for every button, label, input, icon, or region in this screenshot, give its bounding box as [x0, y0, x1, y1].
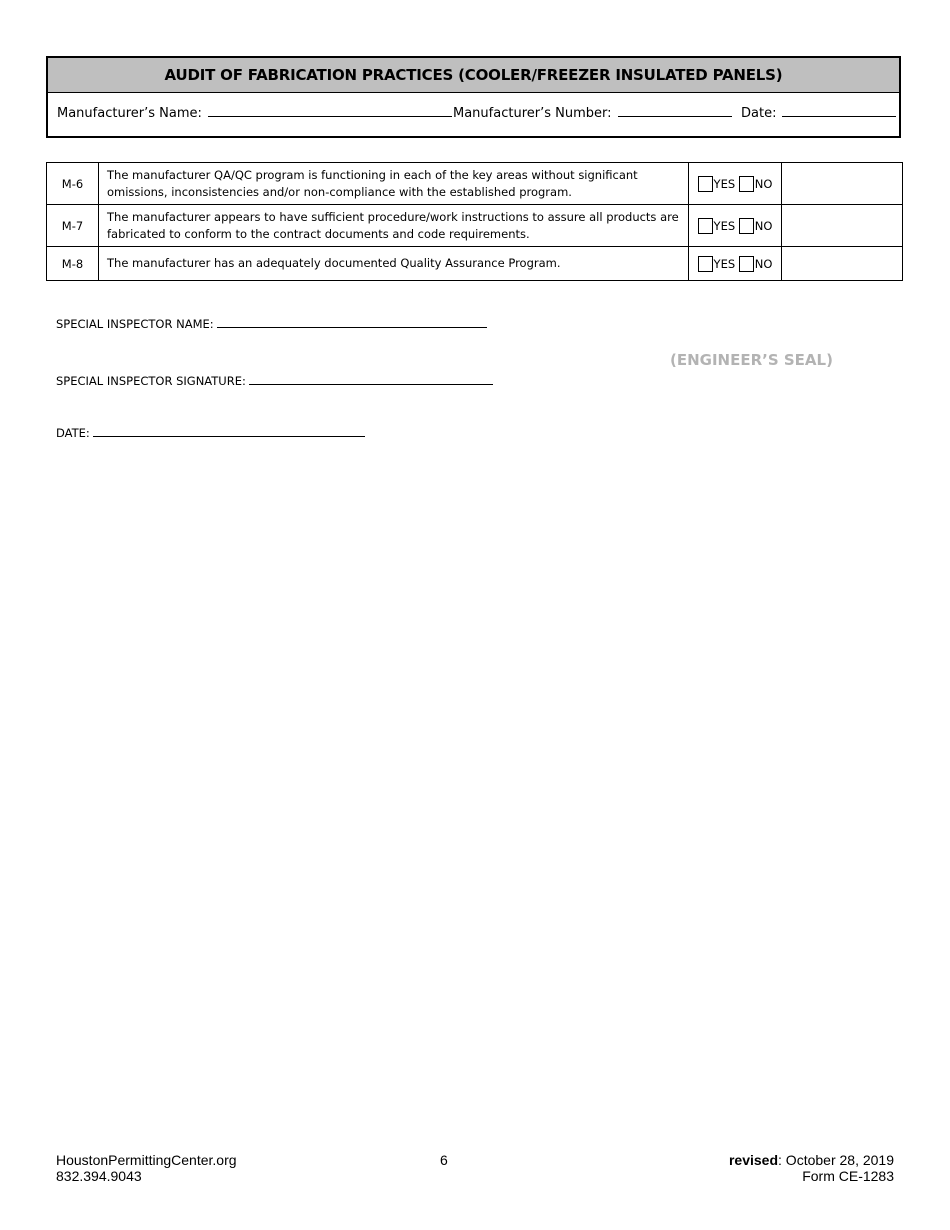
inspector-name-field[interactable] — [56, 316, 487, 331]
no-label: NO — [754, 176, 773, 191]
item-description: The manufacturer QA/QC program is functioning in each of the key areas without significant omissions, inconsistencies and/or non-compliance with the established program. — [99, 163, 689, 205]
no-checkbox[interactable] — [739, 256, 754, 272]
yes-label: YES — [713, 176, 736, 191]
form-title: AUDIT OF FABRICATION PRACTICES (COOLER/FREEZER INSULATED PANELS) — [48, 58, 899, 93]
footer-contact — [56, 1152, 237, 1184]
no-label: NO — [754, 218, 773, 233]
manufacturer-name-field[interactable] — [57, 104, 452, 121]
manufacturer-number-line[interactable] — [618, 104, 732, 117]
yes-label: YES — [713, 218, 736, 233]
inspector-signature-line[interactable] — [249, 373, 493, 385]
footer-website: HoustonPermittingCenter.org — [56, 1152, 237, 1168]
item-code: M-6 — [47, 163, 99, 205]
item-description: The manufacturer appears to have sufficient procedure/work instructions to assure all products are fabricated to conform to the contract documents and code requirements. — [99, 205, 689, 247]
remarks-cell[interactable] — [782, 247, 903, 281]
form-header — [46, 56, 901, 138]
engineer-seal-placeholder: (ENGINEER’S SEAL) — [670, 351, 833, 369]
table-row — [47, 247, 903, 281]
yes-no-choice — [689, 205, 782, 247]
revised-date: : October 28, 2019 — [778, 1152, 894, 1168]
footer-revision — [729, 1152, 894, 1184]
table-row — [47, 205, 903, 247]
manufacturer-name-label: Manufacturer’s Name: — [57, 106, 202, 121]
item-code: M-8 — [47, 247, 99, 281]
manufacturer-name-line[interactable] — [208, 104, 452, 117]
signature-date-line[interactable] — [93, 425, 365, 437]
item-description: The manufacturer has an adequately documented Quality Assurance Program. — [99, 247, 689, 281]
no-label: NO — [754, 256, 773, 271]
yes-no-choice — [689, 247, 782, 281]
signature-date-label: DATE: — [56, 426, 90, 440]
inspector-signature-label: SPECIAL INSPECTOR SIGNATURE: — [56, 374, 246, 388]
yes-checkbox[interactable] — [698, 256, 713, 272]
inspector-signature-field[interactable] — [56, 373, 493, 388]
yes-checkbox[interactable] — [698, 218, 713, 234]
audit-checklist-table — [46, 162, 903, 281]
inspector-name-line[interactable] — [217, 316, 487, 328]
revised-label: revised — [728, 1152, 779, 1168]
form-number: Form CE-1283 — [802, 1168, 894, 1184]
footer-phone: 832.394.9043 — [56, 1168, 142, 1184]
page-number: 6 — [440, 1152, 448, 1168]
yes-checkbox[interactable] — [698, 176, 713, 192]
header-date-line[interactable] — [782, 104, 896, 117]
inspector-name-label: SPECIAL INSPECTOR NAME: — [56, 317, 214, 331]
revision-line — [729, 1152, 894, 1168]
table-row — [47, 163, 903, 205]
yes-no-choice — [689, 163, 782, 205]
manufacturer-number-label: Manufacturer’s Number: — [453, 106, 612, 121]
no-checkbox[interactable] — [739, 218, 754, 234]
header-date-label: Date: — [741, 106, 777, 121]
manufacturer-number-field[interactable] — [453, 104, 732, 121]
remarks-cell[interactable] — [782, 163, 903, 205]
remarks-cell[interactable] — [782, 205, 903, 247]
yes-label: YES — [713, 256, 736, 271]
item-code: M-7 — [47, 205, 99, 247]
no-checkbox[interactable] — [739, 176, 754, 192]
signature-date-field[interactable] — [56, 425, 365, 440]
header-date-field[interactable] — [741, 104, 896, 121]
header-fields — [48, 93, 899, 137]
